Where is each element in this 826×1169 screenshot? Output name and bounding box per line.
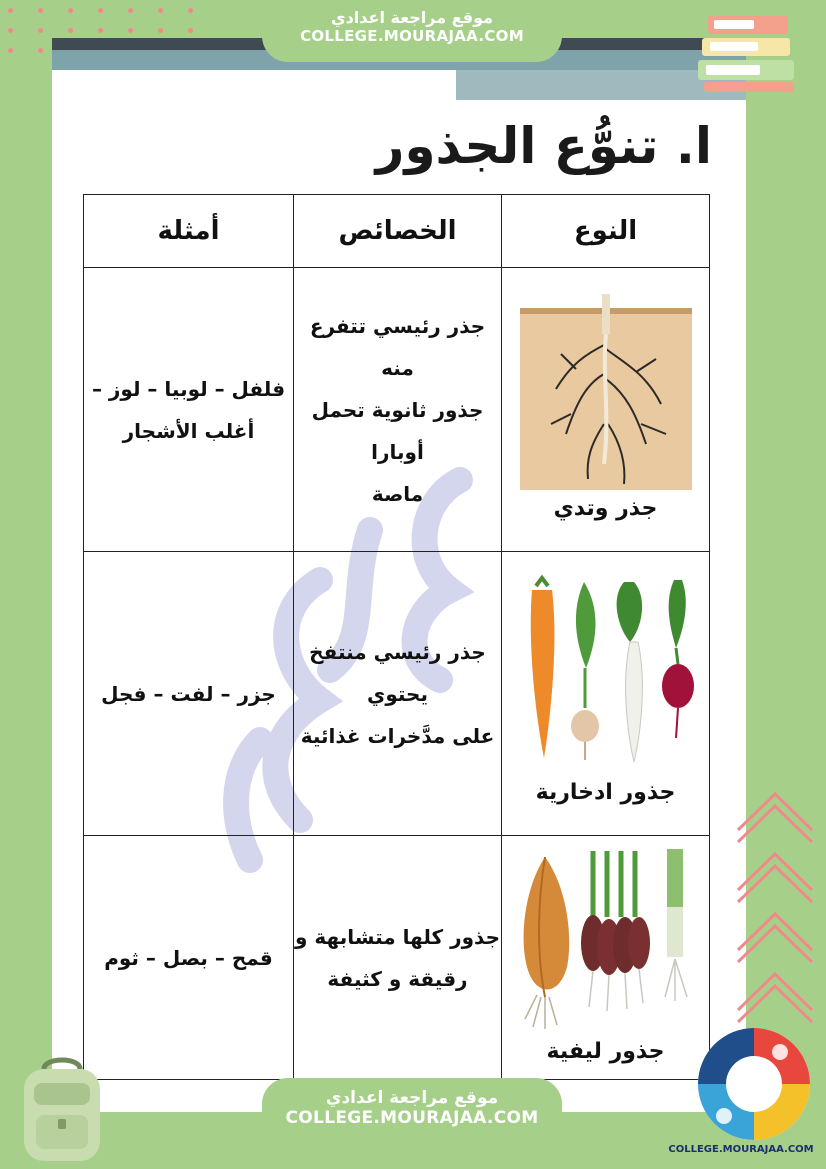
characteristics-line: جذور ثانوية تحمل أوبارا xyxy=(311,397,484,464)
site-name-arabic: موقع مراجعة اعدادي xyxy=(330,8,494,27)
characteristics-line: جذور كلها متشابهة و xyxy=(295,924,500,949)
fibrous-roots-image xyxy=(511,847,701,1033)
examples-line: أغلب الأشجار xyxy=(122,418,255,443)
site-banner-bottom[interactable] xyxy=(262,1078,562,1148)
site-name-arabic: موقع مراجعة اعدادي xyxy=(325,1088,499,1108)
type-cell-fibrous xyxy=(502,836,710,1080)
logo-caption: COLLEGE.MOURAJAA.COM xyxy=(668,1144,814,1155)
characteristics-line: ماصة xyxy=(371,481,424,506)
examples-line: فلفل – لوبيا – لوز – xyxy=(91,376,286,401)
site-url: COLLEGE.MOURAJAA.COM xyxy=(285,1108,539,1128)
table-row xyxy=(84,836,710,1080)
table-header-row xyxy=(84,195,710,268)
type-label: جذور ليفية xyxy=(546,1039,665,1065)
type-label: جذور ادخارية xyxy=(535,780,676,806)
characteristics-cell xyxy=(294,552,502,836)
roots-table xyxy=(83,194,710,1080)
storage-roots-image xyxy=(514,578,698,774)
site-banner-top[interactable] xyxy=(262,4,562,62)
characteristics-line: رقيقة و كثيفة xyxy=(327,966,468,991)
taproot-image xyxy=(516,294,696,490)
examples-cell xyxy=(84,552,294,836)
page-title: ا. تنوُّع الجذور xyxy=(375,117,712,175)
type-cell-storage xyxy=(502,552,710,836)
chevron-up-icon xyxy=(734,786,816,1026)
examples-cell xyxy=(84,268,294,552)
site-url: COLLEGE.MOURAJAA.COM xyxy=(300,27,524,45)
table-row xyxy=(84,268,710,552)
site-logo-icon xyxy=(694,1024,814,1144)
books-icon xyxy=(694,8,802,98)
table-row xyxy=(84,552,710,836)
header-type: النوع xyxy=(502,195,710,268)
examples-cell xyxy=(84,836,294,1080)
header-examples: أمثلة xyxy=(84,195,294,268)
characteristics-line: على مدَّخرات غذائية xyxy=(300,723,495,748)
examples-line: قمح – بصل – ثوم xyxy=(104,945,273,970)
characteristics-line: جذر رئيسي منتفخ يحتوي xyxy=(309,639,486,706)
characteristics-line: جذر رئيسي تتفرع منه xyxy=(309,313,486,380)
type-cell-taproot xyxy=(502,268,710,552)
backpack-icon xyxy=(14,1055,110,1165)
header-characteristics: الخصائص xyxy=(294,195,502,268)
characteristics-cell xyxy=(294,268,502,552)
type-label: جذر وتدي xyxy=(553,496,658,522)
examples-line: جزر – لفت – فجل xyxy=(101,681,276,706)
characteristics-cell xyxy=(294,836,502,1080)
